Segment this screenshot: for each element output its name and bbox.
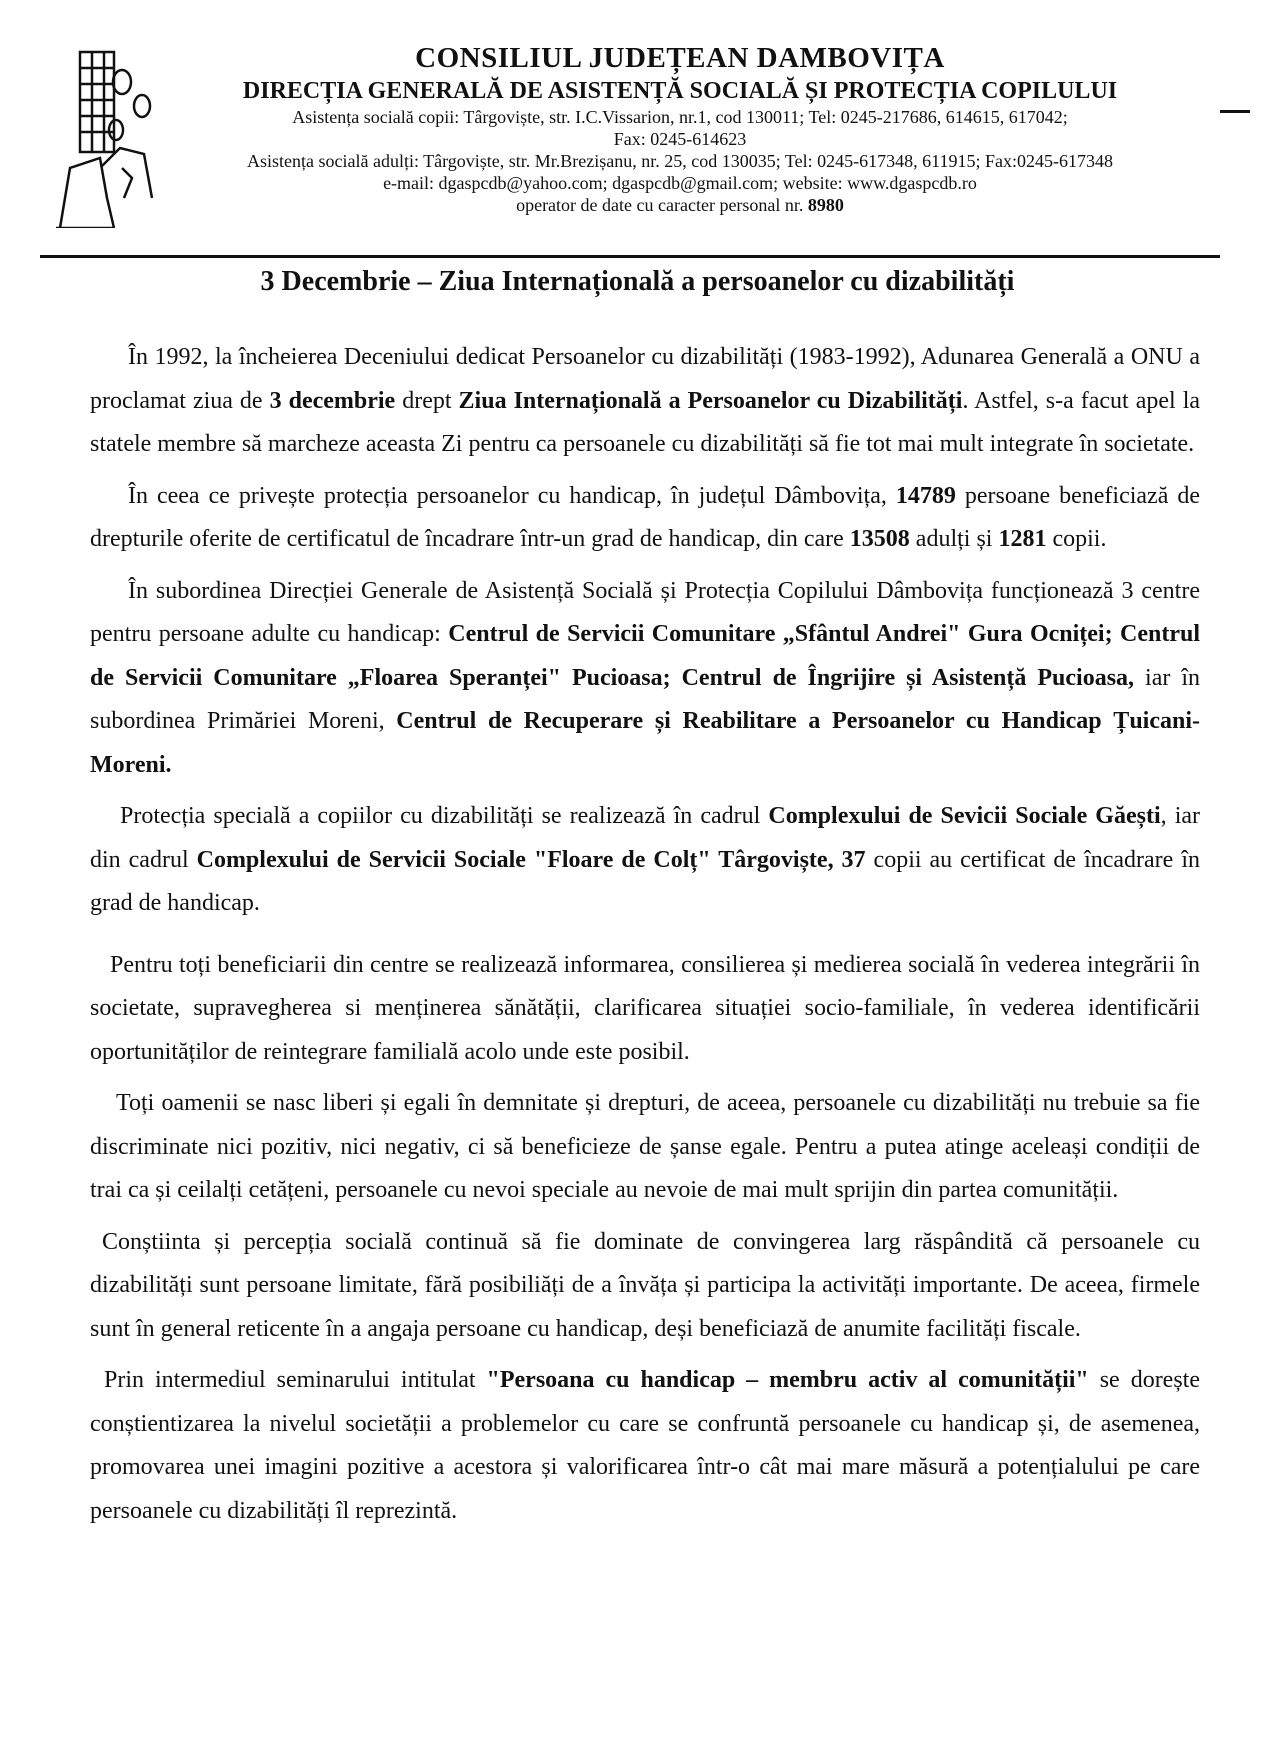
- paragraph-5: Pentru toți beneficiarii din centre se realizează informarea, consilierea și medierea socială în vederea integrării în societate, supravegherea si menținerea sănătății, clarificarea situației socio-familiale, în vederea identificării oportunităților de reintegrare familială acolo unde este posibil.: [90, 951, 1200, 1065]
- directorate-name: DIRECȚIA GENERALĂ DE ASISTENȚĂ SOCIALĂ ȘI PROTECȚIA COPILULUI: [242, 78, 1118, 104]
- p2-text-a: În ceea ce privește protecția persoanelor cu handicap, în județul Dâmbovița,: [128, 482, 896, 509]
- p3-text-a: În subordinea Direcției Generale de Asistență Socială și Protecția Copilului Dâmbovița funcționează 3 centre pentru persoane adulte cu handicap:: [90, 577, 1200, 647]
- p1-text-d: . Astfel, s-a facut apel la statele membre să marcheze aceasta Zi pentru ca persoanele cu dizabilități să fie tot mai mult integrate în societate.: [90, 387, 1201, 457]
- p8-text-c: se dorește conștientizarea la nivelul societății a problemelor cu care se confruntă persoanele cu handicap și, de asemenea, promovarea unei imagini pozitive a acestora și valorificarea într-o cât mai mare măsură a potențialului pe care persoanele cu dizabilități îl reprezintă.: [90, 1367, 1200, 1524]
- p1-bold-dayname: Ziua Internațională a Persoanelor cu Dizabilități: [458, 387, 963, 414]
- paragraph-1: [90, 336, 1200, 467]
- p2-bold-total: 14789: [895, 482, 956, 509]
- paragraph-8: [90, 1359, 1200, 1533]
- contact-info: e-mail: dgaspcdb@yahoo.com; dgaspcdb@gmail.com; website: www.dgaspcdb.ro: [383, 173, 977, 193]
- children-fax: Fax: 0245-614623: [613, 129, 747, 149]
- letterhead: [180, 40, 1180, 216]
- children-address: Asistența socială copii: Târgoviște, str. I.C.Vissarion, nr.1, cod 130011; Tel: 0245-217686, 614615, 617042;: [292, 107, 1068, 127]
- paragraph-3: [90, 570, 1200, 788]
- paragraph-7: Conștiinta și percepția socială continuă să fie dominate de convingerea larg răspândită că persoanele cu dizabilități sunt persoane limitate, fără posibiliăți de a învăța și participa la activități importante. De aceea, firmele sunt în general reticente în a angaja persoane cu handicap, deși beneficiază de anumite facilități fiscale.: [90, 1228, 1200, 1342]
- adults-address: Asistența socială adulți: Târgoviște, str. Mr.Brezișanu, nr. 25, cod 130035; Tel: 0245-617348, 611915; Fax:0245-617348: [247, 151, 1113, 171]
- document-body: [90, 336, 1200, 1541]
- paragraph-4: [90, 795, 1200, 926]
- p4-bold-gaesti: Complexului de Sevicii Sociale Găești: [768, 803, 1161, 829]
- p1-text-a: În 1992, la încheierea Deceniului dedicat Persoanelor cu dizabilități (1983-1992), Adunarea Generală a ONU a proclamat ziua de: [90, 344, 1200, 414]
- paragraph-6: Toți oamenii se nasc liberi și egali în demnitate și drepturi, de aceea, persoanele cu dizabilități nu trebuie sa fie discriminate nici pozitiv, nici negativ, ci să beneficieze de șanse egale. Pentru a putea atinge aceleași condiții de trai ca și ceilalți cetățeni, persoanele cu nevoi speciale au nevoie de mai mult sprijin din partea comunității.: [90, 1090, 1200, 1203]
- margin-dash: [1220, 110, 1250, 113]
- p4-bold-floare-de-colt: Complexului de Servicii Sociale "Floare de Colț" Târgoviște, 37: [196, 846, 866, 873]
- operator-label: operator de date cu caracter personal nr.: [516, 195, 808, 215]
- p2-text-e: copii.: [1046, 526, 1107, 552]
- header-divider: [40, 255, 1220, 258]
- p4-text-d: copii au certificat de încadrare în grad de handicap.: [90, 846, 1200, 916]
- p4-text-a: Protecția specială a copiilor cu dizabilități se realizează în cadrul: [120, 803, 769, 829]
- p4-text-c: , iar din cadrul: [90, 803, 1201, 873]
- p2-bold-adults: 13508: [849, 526, 910, 552]
- operator-line: [180, 194, 1180, 216]
- p2-text-d: adulți și: [909, 526, 999, 552]
- operator-number: 8980: [807, 195, 844, 215]
- p8-text-a: Prin intermediul seminarului intitulat: [104, 1367, 487, 1393]
- p8-bold-seminar-title: "Persoana cu handicap – membru activ al comunității": [486, 1367, 1089, 1393]
- p3-bold-centers: Centrul de Servicii Comunitare „Sfântul Andrei" Gura Ocniței; Centrul de Servicii Comunitare „Floarea Speranței" Pucioasa; Centrul de Îngrijire și Asistență Pucioasa,: [90, 621, 1200, 691]
- p2-text-c: persoane beneficiază de drepturile oferite de certificatul de încadrare într-un grad de handicap, din care: [90, 482, 1200, 552]
- paragraph-2: [90, 475, 1200, 562]
- p1-bold-date: 3 decembrie: [269, 387, 396, 414]
- p1-text-c: drept: [395, 387, 459, 414]
- p3-bold-moreni-center: Centrul de Recuperare și Reabilitare a Persoanelor cu Handicap Țuicani- Moreni.: [90, 708, 1200, 778]
- p3-text-c: iar în subordinea Primăriei Moreni,: [90, 664, 1201, 734]
- p2-bold-children: 1281: [998, 526, 1047, 552]
- institution-logo-icon: [52, 48, 172, 228]
- institution-name: CONSILIUL JUDEȚEAN DAMBOVIȚA: [415, 42, 945, 74]
- page-title: 3 Decembrie – Ziua Internațională a persoanelor cu dizabilități: [260, 266, 1015, 297]
